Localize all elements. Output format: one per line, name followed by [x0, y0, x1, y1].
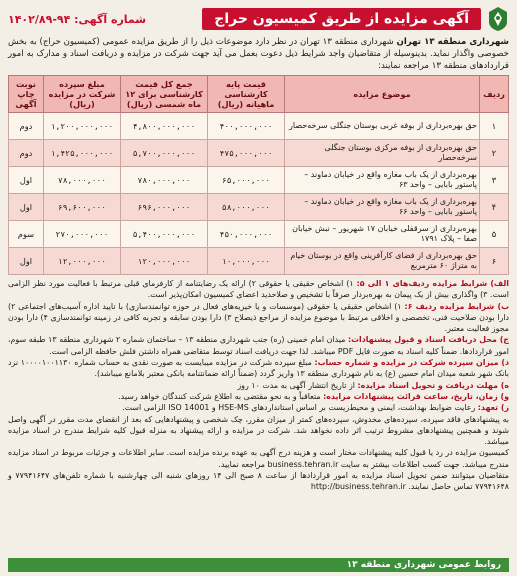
row-print: اول: [9, 194, 44, 221]
row-monthly: ۱۰,۰۰۰,۰۰۰: [208, 248, 285, 275]
condition-item: [8, 414, 509, 448]
footer-text: روابط عمومی شهرداری منطقه ۱۳: [346, 560, 501, 570]
tehran-municipality-logo-icon: [487, 6, 509, 32]
row-subject: بهره‌برداری از یک باب مغازه واقع در خیابان دماوند – پاستور بابایی – واحد ۶۶: [285, 194, 480, 221]
condition-text: متقاضیان میتوانند ضمن تحویل اسناد مزایده به امور قراردادها از ساعت ۸ صبح الی ۱۴ روزهای شنبه الی چهارشنبه با شماره تلفن‌های ۷۷۹۴۱۶۴۷ و ۷۷۹۴۱۶۴۸ تماس حاصل نمایند. http://business.tehran.ir: [8, 471, 509, 492]
condition-text: ۱) اشخاص حقیقی یا حقوقی (موسسات و یا خیریه‌های فعال در حوزه توانمندسازی) با تایید اداره آسیب‌های اجتماعی ۲) دارا بودن صلاحیت فنی، تخصصی و اخلاقی مرتبط با موضوع مزایده از مراجع ذیصلاح ۳) دارا بودن سابقه و تجربه کافی در زمینه توانمندسازی ۴) دارا بودن مجوز فعالیت معتبر.: [8, 301, 509, 334]
row-print: سوم: [9, 221, 44, 248]
condition-item: [8, 391, 509, 402]
row-deposit: ۶۹,۶۰۰,۰۰۰: [44, 194, 121, 221]
intro-text: [8, 36, 509, 72]
condition-label: ب) شرایط مزایده ردیف ۶:: [404, 301, 509, 311]
condition-text: رعایت ضوابط بهداشت، ایمنی و محیط‌زیست بر اساس استانداردهای HSE-MS و ISO 14001 الزامی است.: [122, 403, 476, 413]
row-monthly: ۴۵۰,۰۰۰,۰۰۰: [208, 221, 285, 248]
row-print: اول: [9, 167, 44, 194]
row-total: ۴,۸۰۰,۰۰۰,۰۰۰: [121, 113, 208, 140]
row-deposit: ۷۸,۰۰۰,۰۰۰: [44, 167, 121, 194]
condition-item: [8, 447, 509, 470]
row-subject: حق بهره‌برداری از بوفه مرکزی بوستان جنگلی سرخه‌حصار: [285, 140, 480, 167]
conditions-section: [8, 278, 509, 493]
condition-text: مبلغ سپرده شرکت در مزایده میبایست به صورت نقدی به حساب شماره ۱۰۰۰۰۱۰۰۱۱۳۰ نزد بانک شهر شعبه میدان امام حسین (ع) به نام شهرداری منطقه ۱۳ واریز گردد (ضمناً ارائه ضمانتنامه بانکی معتبر بلامانع میباشد).: [8, 358, 509, 379]
condition-text: ۱) اشخاص حقیقی یا حقوقی ۲) ارائه یک رضایتنامه از کارفرمای قبلی مرتبط با فعالیت مورد نظر الزامی است. ۳) واگذاری بیش از یک پیمان به بهره‌بردار صرفاً با تشخیص و صلاحدید اعضای کمیسیون امکان‌پذیر است.: [8, 279, 509, 300]
condition-text: میدان امام خمینی (ره) جنب شهرداری منطقه ۱۳ – ساختمان شماره ۲ شهرداری منطقه ۱۳ طبقه سوم، امور قراردادها. ضمناً کلیه اسناد به صورت فایل PDF میباشد. لذا جهت دریافت اسناد توسط متقاضی همراه داشتن فلش حافظه الزامی است.: [8, 335, 509, 356]
condition-item: [8, 278, 509, 301]
row-number: ۶: [480, 248, 509, 275]
condition-label: و) زمان، تاریخ، ساعت قرائت پیشنهادات مزایده:: [323, 391, 509, 401]
footer-signature: [8, 558, 509, 572]
table-row: [9, 113, 509, 140]
row-deposit: ۲۷۰,۰۰۰,۰۰۰: [44, 221, 121, 248]
header: [8, 4, 509, 34]
condition-label: الف) شرایط مزایده ردیف‌های ۱ الی ۵:: [356, 279, 509, 288]
auction-table: [8, 75, 509, 275]
condition-text: متعاقباً و به نحو مقتضی به اطلاع شرکت کنندگان خواهد رسید.: [118, 391, 321, 401]
row-deposit: ۱۲,۰۰۰,۰۰۰: [44, 248, 121, 275]
row-total: ۷۸۰,۰۰۰,۰۰۰: [121, 167, 208, 194]
condition-item: [8, 470, 509, 493]
row-number: ۳: [480, 167, 509, 194]
table-row: [9, 194, 509, 221]
row-total: ۶۹۶,۰۰۰,۰۰۰: [121, 194, 208, 221]
condition-label: ه) مهلت دریافت و تحویل اسناد مزایده:: [357, 380, 509, 390]
condition-text: از تاریخ انتشار آگهی به مدت ۱۰ روز: [237, 380, 355, 390]
row-number: ۴: [480, 194, 509, 221]
ad-number: شماره آگهی: ۹۴-۱۴۰۲/۸۹: [8, 12, 147, 26]
col-deposit-header: مبلغ سپرده شرکت در مزایده (ریال): [44, 76, 121, 113]
intro-body: شهرداری منطقه ۱۳ تهران در نظر دارد موضوعات ذیل را از طریق مزایده عمومی (کمیسیون حراج) به بخش خصوصی واگذار نماید. بدینوسیله از متقاضیان واجد شرایط ذیل دعوت بعمل می آید جهت شرکت در مزایده و دریافت اسناد و مدارک به امور قراردادهای منطقه ۱۳ مراجعه نمایند:: [8, 37, 509, 71]
row-monthly: ۶۵,۰۰۰,۰۰۰: [208, 167, 285, 194]
condition-label: ج) محل دریافت اسناد و قبول پیشنهادات:: [347, 335, 509, 345]
row-number: ۵: [480, 221, 509, 248]
row-deposit: ۱,۴۲۵,۰۰۰,۰۰۰: [44, 140, 121, 167]
row-subject: بهره‌برداری از یک باب مغازه واقع در خیابان دماوند – پاستور بابایی – واحد ۶۳: [285, 167, 480, 194]
condition-item: [8, 334, 509, 357]
col-subject-header: موضوع مزایده: [285, 76, 480, 113]
col-monthly-header: قیمت پایه کارشناسی ماهیانه (ریال): [208, 76, 285, 113]
row-number: ۱: [480, 113, 509, 140]
row-print: اول: [9, 248, 44, 275]
table-row: [9, 140, 509, 167]
condition-text: کمیسیون مزایده در رد یا قبول کلیه پیشنهادات مختار است و هزینه درج آگهی به عهده برنده مزایده است. سایر اطلاعات و جزئیات مربوط در اسناد مزایده مندرج میباشد. جهت کسب اطلاعات بیشتر به سایت business.tehran.ir مراجعه نمایید.: [8, 448, 509, 469]
ad-title: آگهی مزایده از طریق کمیسیون حراج: [202, 8, 481, 30]
row-total: ۱۲۰,۰۰۰,۰۰۰: [121, 248, 208, 275]
row-subject: حق بهره‌برداری از فضای کارآفرینی واقع در بوستان خیام به متراژ ۶۰ مترمربع: [285, 248, 480, 275]
row-total: ۵,۴۰۰,۰۰۰,۰۰۰: [121, 221, 208, 248]
condition-item: [8, 301, 509, 335]
row-subject: حق بهره‌برداری از بوفه غربی بوستان جنگلی سرخه‌حصار: [285, 113, 480, 140]
row-deposit: ۱,۲۰۰,۰۰۰,۰۰۰: [44, 113, 121, 140]
condition-item: [8, 357, 509, 380]
row-monthly: ۴۷۵,۰۰۰,۰۰۰: [208, 140, 285, 167]
col-total-header: جمع کل قیمت کارشناسی برای ۱۲ ماه شمسی (ریال): [121, 76, 208, 113]
table-row: [9, 221, 509, 248]
row-subject: بهره‌برداری از سرقفلی خیابان ۱۷ شهریور – نبش خیابان صفا – پلاک ۱۷۹۱: [285, 221, 480, 248]
table-header-row: [9, 76, 509, 113]
row-total: ۵,۷۰۰,۰۰۰,۰۰۰: [121, 140, 208, 167]
condition-item: [8, 380, 509, 391]
org-name: شهرداری منطقه ۱۳ تهران: [396, 37, 510, 47]
row-number: ۲: [480, 140, 509, 167]
condition-item: [8, 402, 509, 413]
row-print: دوم: [9, 113, 44, 140]
row-print: دوم: [9, 140, 44, 167]
condition-label: ز) تعهد:: [477, 403, 509, 413]
col-row-header: ردیف: [480, 76, 509, 113]
row-monthly: ۵۸,۰۰۰,۰۰۰: [208, 194, 285, 221]
table-row: [9, 167, 509, 194]
table-row: [9, 248, 509, 275]
row-monthly: ۴۰۰,۰۰۰,۰۰۰: [208, 113, 285, 140]
condition-text: به پیشنهادهای فاقد سپرده، سپرده‌های مخدوش، سپرده‌های کمتر از میزان مقرر، چک شخصی و پیشنهادهایی که بعد از انقضای مدت مقرر در آگهی واصل شوند و همچنین پیشنهادهای مشروط ترتیب اثر داده نخواهد شد. شرکت در مزایده و ارائه پیشنهاد به منزله قبول کلیه شرایط مندرج در اسناد مزایده میباشد.: [8, 414, 509, 447]
condition-label: د) میزان سپرده شرکت در مزایده و شماره حساب:: [314, 358, 509, 368]
col-print-header: نوبت چاپ آگهی: [9, 76, 44, 113]
